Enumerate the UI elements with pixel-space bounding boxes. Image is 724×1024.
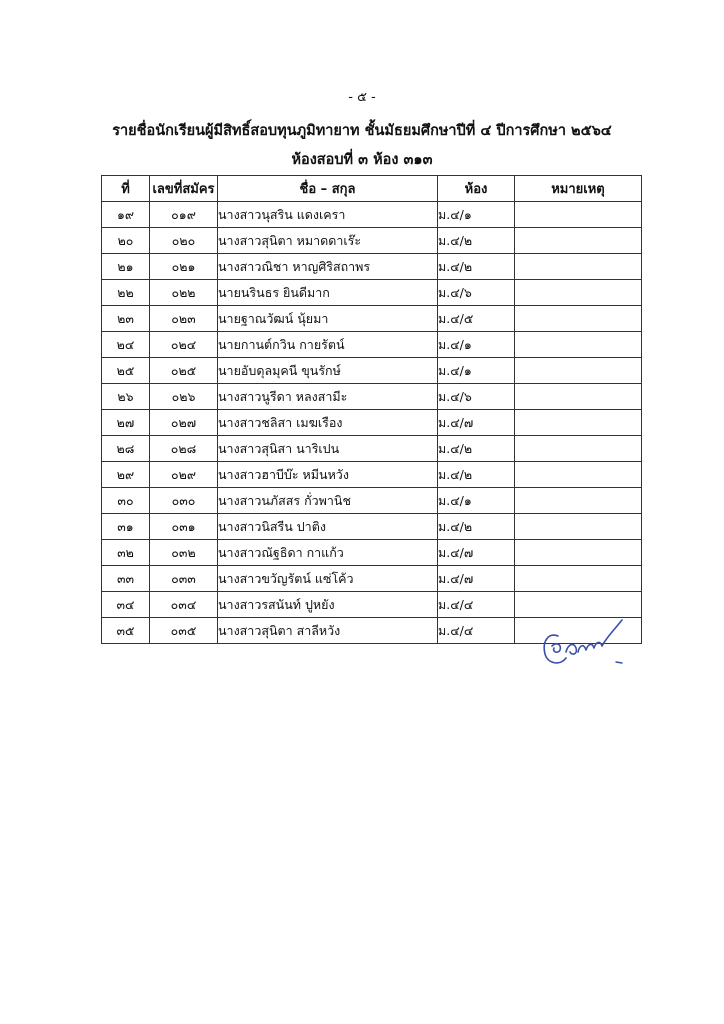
cell-no: ๓๐ xyxy=(102,488,150,514)
cell-application-no: ๐๒๙ xyxy=(150,462,218,488)
table-row xyxy=(102,280,642,306)
table-row xyxy=(102,488,642,514)
cell-name: นางสาวฮาบีบ๊ะ หมีนหวัง xyxy=(218,462,438,488)
cell-note xyxy=(515,410,642,436)
cell-no: ๒๓ xyxy=(102,306,150,332)
cell-note xyxy=(515,540,642,566)
cell-note xyxy=(515,462,642,488)
cell-name: นางสาวนุสริน แดงเครา xyxy=(218,202,438,228)
cell-no: ๒๗ xyxy=(102,410,150,436)
cell-name: นางสาวณัฐธิดา กาแก้ว xyxy=(218,540,438,566)
cell-name: นายนรินธร ยินดีมาก xyxy=(218,280,438,306)
table-row xyxy=(102,436,642,462)
cell-name: นางสาวชลิสา เมฆเรือง xyxy=(218,410,438,436)
cell-no: ๒๐ xyxy=(102,228,150,254)
cell-room: ม.๔/๒ xyxy=(438,228,515,254)
cell-room: ม.๔/๒ xyxy=(438,462,515,488)
cell-application-no: ๐๒๘ xyxy=(150,436,218,462)
cell-application-no: ๐๒๔ xyxy=(150,332,218,358)
cell-no: ๒๔ xyxy=(102,332,150,358)
header-note: หมายเหตุ xyxy=(515,176,642,202)
student-roster-table xyxy=(101,175,642,644)
table-row xyxy=(102,306,642,332)
cell-application-no: ๐๑๙ xyxy=(150,202,218,228)
header-application-no: เลขที่สมัคร xyxy=(150,176,218,202)
cell-application-no: ๐๒๖ xyxy=(150,384,218,410)
cell-name: นางสาวรสนันท์ ปูหยัง xyxy=(218,592,438,618)
table-row xyxy=(102,462,642,488)
cell-room: ม.๔/๒ xyxy=(438,254,515,280)
cell-room: ม.๔/๑ xyxy=(438,202,515,228)
table-row xyxy=(102,540,642,566)
cell-no: ๒๑ xyxy=(102,254,150,280)
table-row xyxy=(102,384,642,410)
table-row xyxy=(102,202,642,228)
cell-room: ม.๔/๕ xyxy=(438,306,515,332)
document-title: รายชื่อนักเรียนผู้มีสิทธิ์สอบทุนภูมิทายาท ชั้นมัธยมศึกษาปีที่ ๔ ปีการศึกษา ๒๕๖๔ xyxy=(112,123,612,139)
cell-room: ม.๔/๗ xyxy=(438,566,515,592)
cell-no: ๓๑ xyxy=(102,514,150,540)
document-subtitle: ห้องสอบที่ ๓ ห้อง ๓๑๓ xyxy=(291,152,433,168)
cell-no: ๓๕ xyxy=(102,618,150,644)
cell-name: นายอับดุลมุคนี ขุนรักษ์ xyxy=(218,358,438,384)
cell-name: นางสาวสุนิตา สาลีหวัง xyxy=(218,618,438,644)
cell-note xyxy=(515,358,642,384)
table-row xyxy=(102,358,642,384)
cell-name: นางสาวสุนิสา นาริเปน xyxy=(218,436,438,462)
cell-application-no: ๐๒๓ xyxy=(150,306,218,332)
cell-no: ๒๙ xyxy=(102,462,150,488)
cell-note xyxy=(515,228,642,254)
cell-room: ม.๔/๑ xyxy=(438,358,515,384)
cell-room: ม.๔/๖ xyxy=(438,280,515,306)
cell-no: ๒๖ xyxy=(102,384,150,410)
cell-application-no: ๐๓๒ xyxy=(150,540,218,566)
header-no: ที่ xyxy=(102,176,150,202)
cell-application-no: ๐๓๐ xyxy=(150,488,218,514)
cell-room: ม.๔/๔ xyxy=(438,618,515,644)
table-row xyxy=(102,254,642,280)
table-row xyxy=(102,332,642,358)
cell-name: นางสาวนูรีดา หลงสามีะ xyxy=(218,384,438,410)
cell-note xyxy=(515,514,642,540)
header-room: ห้อง xyxy=(438,176,515,202)
cell-name: นางสาวนิสรีน ปาติง xyxy=(218,514,438,540)
cell-name: นายฐาณวัฒน์ นุ้ยมา xyxy=(218,306,438,332)
cell-note xyxy=(515,332,642,358)
cell-application-no: ๐๓๑ xyxy=(150,514,218,540)
table-row xyxy=(102,566,642,592)
cell-room: ม.๔/๑ xyxy=(438,488,515,514)
table-row xyxy=(102,410,642,436)
cell-note xyxy=(515,202,642,228)
table-header-row xyxy=(102,176,642,202)
cell-note xyxy=(515,436,642,462)
cell-application-no: ๐๒๐ xyxy=(150,228,218,254)
page-number: - ๕ - xyxy=(348,90,376,105)
table-body xyxy=(102,202,642,644)
cell-note xyxy=(515,306,642,332)
cell-no: ๒๒ xyxy=(102,280,150,306)
cell-room: ม.๔/๒ xyxy=(438,514,515,540)
cell-application-no: ๐๒๕ xyxy=(150,358,218,384)
cell-no: ๒๘ xyxy=(102,436,150,462)
cell-note xyxy=(515,384,642,410)
cell-no: ๑๙ xyxy=(102,202,150,228)
cell-room: ม.๔/๒ xyxy=(438,436,515,462)
cell-application-no: ๐๒๒ xyxy=(150,280,218,306)
cell-note xyxy=(515,280,642,306)
signature xyxy=(536,612,632,672)
header-name: ชื่อ – สกุล xyxy=(218,176,438,202)
cell-room: ม.๔/๑ xyxy=(438,332,515,358)
cell-application-no: ๐๓๕ xyxy=(150,618,218,644)
cell-name: นายกานต์กวิน กายรัตน์ xyxy=(218,332,438,358)
cell-application-no: ๐๓๓ xyxy=(150,566,218,592)
cell-note xyxy=(515,566,642,592)
cell-note xyxy=(515,488,642,514)
cell-no: ๓๒ xyxy=(102,540,150,566)
cell-no: ๓๔ xyxy=(102,592,150,618)
cell-name: นางสาวนภัสสร กั่วพานิช xyxy=(218,488,438,514)
cell-name: นางสาวขวัญรัตน์ แซ่โค้ว xyxy=(218,566,438,592)
cell-note xyxy=(515,254,642,280)
table-row xyxy=(102,514,642,540)
cell-name: นางสาวณิชา หาญศิริสถาพร xyxy=(218,254,438,280)
cell-room: ม.๔/๖ xyxy=(438,384,515,410)
cell-room: ม.๔/๔ xyxy=(438,592,515,618)
cell-room: ม.๔/๗ xyxy=(438,540,515,566)
cell-application-no: ๐๓๔ xyxy=(150,592,218,618)
cell-application-no: ๐๒๗ xyxy=(150,410,218,436)
table-row xyxy=(102,228,642,254)
cell-room: ม.๔/๗ xyxy=(438,410,515,436)
cell-application-no: ๐๒๑ xyxy=(150,254,218,280)
cell-no: ๒๕ xyxy=(102,358,150,384)
cell-no: ๓๓ xyxy=(102,566,150,592)
cell-name: นางสาวสุนิตา หมาดดาเร๊ะ xyxy=(218,228,438,254)
